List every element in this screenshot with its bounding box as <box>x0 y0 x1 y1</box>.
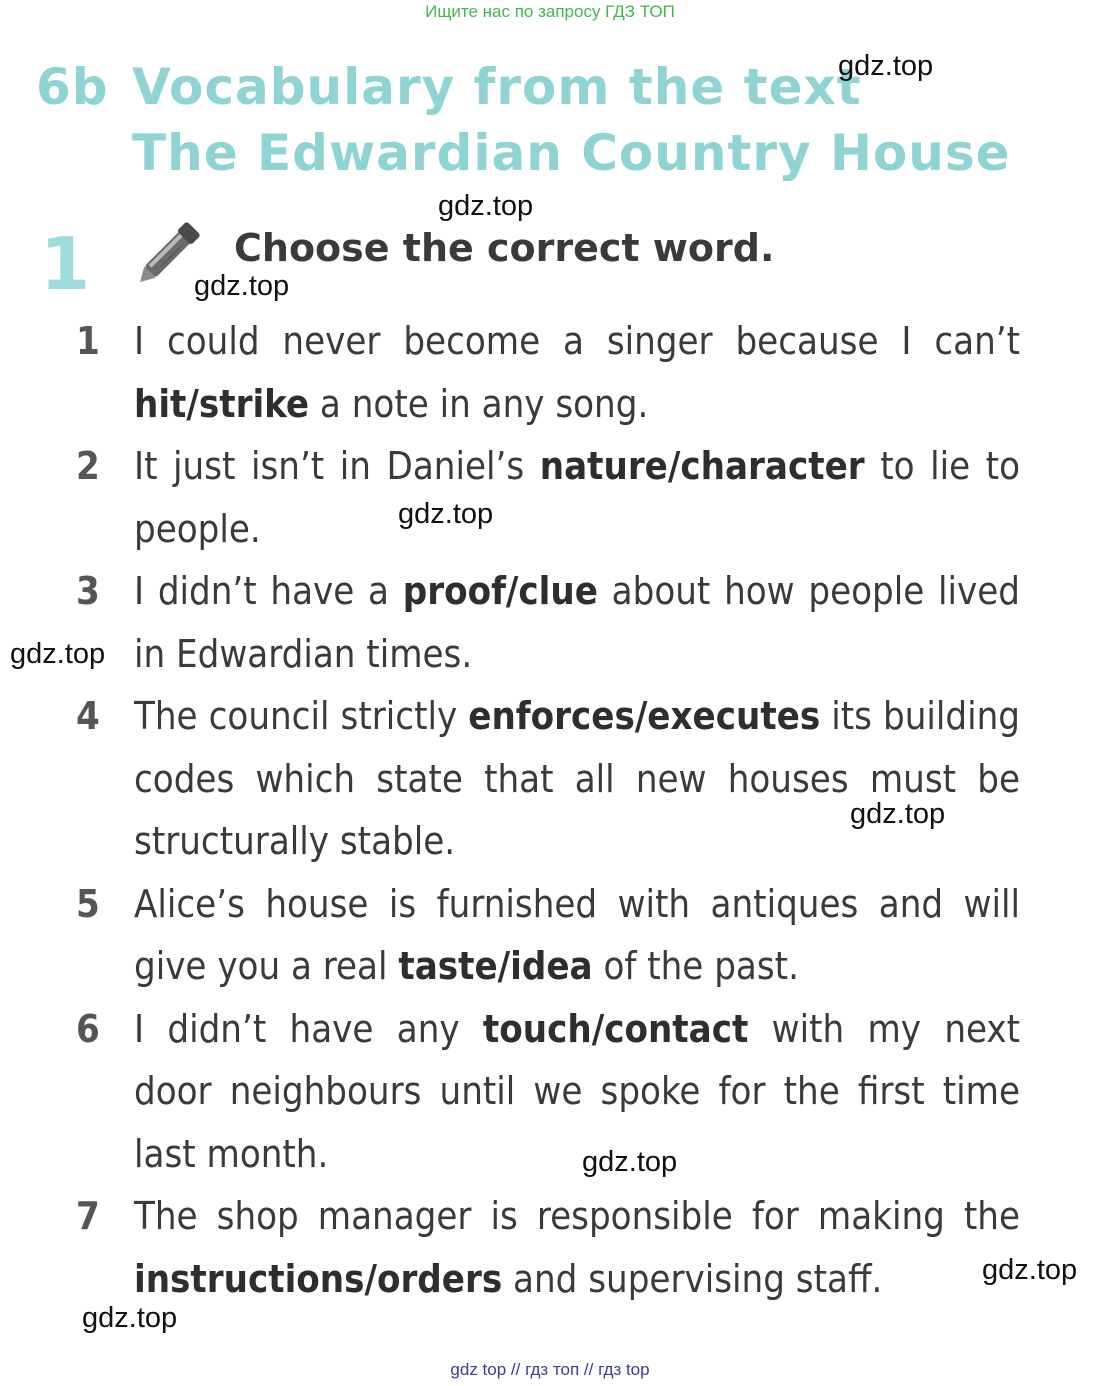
unit-code: 6b <box>36 58 109 116</box>
item-text: The shop manager is responsible for making the instructions/orders and supervising staff. <box>134 1194 1020 1301</box>
item-number: 1 <box>76 319 100 363</box>
word-choice: proof/clue <box>402 569 598 613</box>
list-item <box>76 1185 1020 1310</box>
item-number: 3 <box>76 569 100 613</box>
watermark: gdz.top <box>82 1302 178 1334</box>
item-number: 7 <box>76 1194 100 1238</box>
page-title-line-1: Vocabulary from the text <box>132 58 862 116</box>
watermark: gdz.top <box>850 798 946 830</box>
word-choice: instructions/orders <box>134 1256 503 1301</box>
top-banner: Ищите нас по запросу ГДЗ ТОП <box>425 2 675 21</box>
word-choice: nature/character <box>539 444 865 488</box>
item-text: Alice’s house is furnished with antiques and will give you a real taste/idea of the past. <box>134 881 1020 988</box>
watermark: gdz.top <box>838 50 934 82</box>
list-item <box>76 560 1020 685</box>
list-item <box>76 998 1020 1186</box>
list-item <box>76 685 1020 873</box>
exercise-number: 1 <box>40 222 91 306</box>
word-choice: hit/strike <box>134 381 310 426</box>
watermark: gdz.top <box>982 1254 1078 1286</box>
page-title-line-2: The Edwardian Country House <box>132 124 1011 182</box>
item-text: I could never become a singer because I can’t hit/strike a note in any song. <box>134 319 1020 426</box>
item-number: 2 <box>76 444 100 488</box>
word-choice: taste/idea <box>398 944 593 988</box>
watermark: gdz.top <box>398 498 494 530</box>
item-number: 5 <box>76 881 100 926</box>
watermark: gdz.top <box>194 270 290 302</box>
item-text: I didn’t have any touch/contact with my next door neighbours until we spoke for the first time last month. <box>134 1006 1020 1176</box>
list-item <box>76 310 1020 435</box>
item-number: 4 <box>76 694 100 738</box>
watermark: gdz.top <box>582 1146 678 1178</box>
word-choice: touch/contact <box>482 1006 749 1051</box>
watermark: gdz.top <box>10 638 106 670</box>
list-item <box>76 873 1020 998</box>
watermark: gdz.top <box>438 190 534 222</box>
list-item <box>76 435 1020 560</box>
exercise-instruction: Choose the correct word. <box>234 226 775 270</box>
item-text: It just isn’t in Daniel’s nature/character to lie to people. <box>134 444 1020 551</box>
item-text: I didn’t have a proof/clue about how people lived in Edwardian times. <box>134 569 1020 676</box>
item-number: 6 <box>76 1006 100 1051</box>
item-text: The council strictly enforces/executes its building codes which state that all new houses must be structurally stable. <box>134 694 1021 863</box>
footer: gdz top // гдз топ // гдз top <box>450 1360 650 1379</box>
word-choice: enforces/executes <box>468 694 821 738</box>
